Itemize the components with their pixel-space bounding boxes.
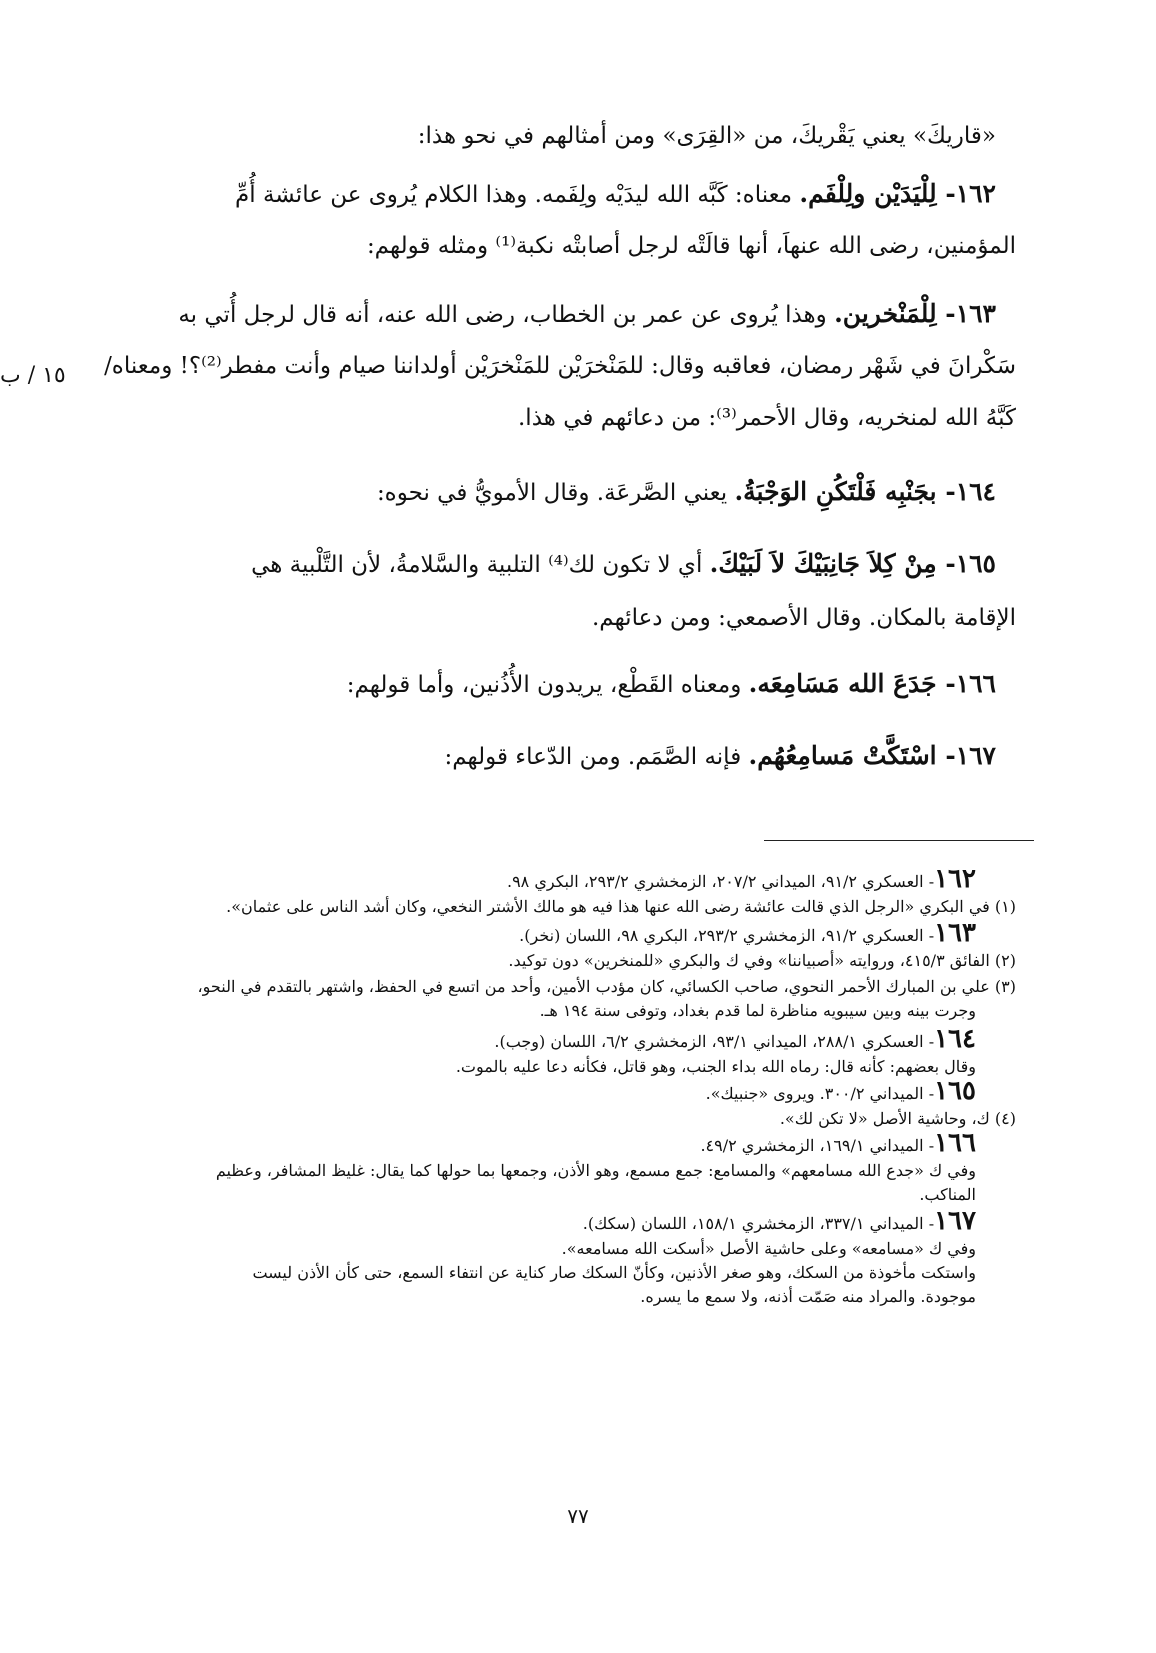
entry-heading: ١٦٥- مِنْ كِلاَ جَانِبَيْكَ لاَ لَبَيْكَ. (709, 549, 996, 578)
source-text: - الميداني ٣٠٠/٢. ويروى «جنبيك». (705, 1084, 935, 1103)
footnote-2: (٢) الفائق ٤١٥/٣، وروايته «أصبياننا» وفي ك والبكري «للمنخرين» دون توكيد. (508, 951, 1016, 970)
source-text: - الميداني ١٦٩/١، الزمخشري ٤٩/٢. (700, 1136, 935, 1155)
source-text: - الميداني ٣٣٧/١، الزمخشري ١٥٨/١، اللسان (سكك). (582, 1214, 935, 1233)
source-number: ١٦٢ (934, 864, 976, 894)
source-text: - العسكري ٢٨٨/١، الميداني ٩٣/١، الزمخشري ٦/٢، اللسان (وجب). (494, 1032, 935, 1051)
entry-heading: ١٦٦- جَدَعَ الله مَسَامِعَه. (748, 669, 996, 698)
proverb-166 (347, 664, 996, 705)
text-line: كَبَّهُ الله لمنخريه، وقال الأحمر⁽³⁾: من دعائهم في هذا. (518, 405, 1016, 431)
source-167 (582, 1206, 976, 1236)
source-number: ١٦٦ (934, 1128, 976, 1158)
proverb-164 (377, 472, 996, 513)
entry-heading: ١٦٣- لِلْمَنْخرين. (834, 299, 996, 328)
entry-heading: ١٦٧- اسْتَكَّتْ مَسامِعُهُم. (748, 741, 996, 770)
source-166-note: وفي ك «جدع الله مسامعهم» والمسامع: جمع مسمع، وهو الأذن، وجمعها بما حولها كما يقال: غليظ المشافر، وعظيم (215, 1161, 976, 1180)
source-166-note-continued: المناكب. (919, 1185, 976, 1204)
proverb-165 (251, 544, 996, 585)
source-number: ١٦٥ (934, 1076, 976, 1106)
source-164 (494, 1024, 976, 1054)
source-number: ١٦٤ (934, 1024, 976, 1054)
footnote-separator (764, 840, 1034, 841)
footnote-4: (٤) ك، وحاشية الأصل «لا تكن لك». (779, 1109, 1016, 1128)
source-164-note: وقال بعضهم: كأنه قال: رماه الله بداء الجنب، وهو قاتل، فكأنه دعا عليه بالموت. (455, 1057, 976, 1076)
source-162 (506, 864, 976, 894)
page-number: ٧٧ (567, 1504, 589, 1528)
source-163 (519, 918, 976, 948)
source-number: ١٦٣ (934, 918, 976, 948)
footnote-3: (٣) علي بن المبارك الأحمر النحوي، صاحب الكسائي، كان مؤدب الأمين، وأحد من اتسع في الحفظ، واشتهر بالتقدم في النحو، (197, 977, 1016, 996)
text-line: «قاريكَ» يعني يَقْريكَ، من «القِرَى» ومن أمثالهم في نحو هذا: (417, 123, 996, 149)
text-line: سَكْرانَ في شَهْر رمضان، فعاقبه وقال: للمَنْخرَيْن للمَنْخرَيْن أولداننا صيام وأنت مفطر⁽²⁾؟! ومعناه/ (104, 353, 1016, 379)
entry-heading: ١٦٤- بجَنْبِه فَلْتَكُنِ الوَجْبَةُ. (734, 477, 996, 506)
source-167-note: وفي ك «مسامعه» وعلى حاشية الأصل «أسكت الله مسامعه». (561, 1239, 976, 1258)
source-165 (705, 1076, 976, 1106)
source-text: - العسكري ٩١/٢، الزمخشري ٢٩٣/٢، البكري ٩٨، اللسان (نخر). (519, 926, 935, 945)
text-line: المؤمنين، رضى الله عنهاَ، أنها قالَتْه لرجل أصابتْه نكبة⁽¹⁾ ومثله قولهم: (366, 233, 1016, 259)
footnote-1: (١) في البكري «الرجل الذي قالت عائشة رضى الله عنها هذا فيه هو مالك الأشتر النخعي، وكان أشد الناس على عثمان». (226, 897, 1016, 916)
entry-text: فإنه الصَّمَم. ومن الدّعاء قولهم: (444, 744, 749, 770)
entry-text: أي لا تكون لك⁽⁴⁾ التلبية والسَّلامةُ، لأن التَّلْبية هي (251, 552, 710, 578)
proverb-167 (444, 736, 996, 777)
text-line: الإقامة بالمكان. وقال الأصمعي: ومن دعائهم. (591, 605, 1016, 631)
source-167-note-continued: واستكت مأخوذة من السكك، وهو صغر الأذنين، وكأنّ السكك صار كناية عن انتفاء السمع، حتى كأن الأذن ليست (252, 1263, 976, 1282)
source-166 (700, 1128, 976, 1158)
proverb-162 (235, 174, 996, 215)
proverb-163 (178, 294, 996, 335)
entry-text: وهذا يُروى عن عمر بن الخطاب، رضى الله عنه، أنه قال لرجل أُتي به (178, 302, 835, 328)
source-167-note-continued: موجودة. والمراد منه صَمّت أذنه، ولا سمع ما يسره. (640, 1287, 976, 1306)
folio-marker: ١٥ / ب (0, 363, 66, 388)
entry-heading: ١٦٢- لِلْيَدَيْن ولِلْفَم. (799, 179, 996, 208)
entry-text: معناه: كَبَّه الله ليدَيْه ولِفَمه. وهذا الكلام يُروى عن عائشة أُمِّ (235, 182, 800, 208)
entry-text: يعني الصَّرعَة. وقال الأمويُّ في نحوه: (376, 480, 735, 506)
entry-text: ومعناه القَطْع، يريدون الأُذُنين، وأما قولهم: (346, 672, 749, 698)
source-number: ١٦٧ (934, 1206, 976, 1236)
source-text: - العسكري ٩١/٢، الميداني ٢٠٧/٢، الزمخشري ٢٩٣/٢، البكري ٩٨. (506, 872, 935, 891)
footnote-3-continued: وجرت بينه وبين سيبويه مناظرة لما قدم بغداد، وتوفى سنة ١٩٤ هـ. (539, 1001, 976, 1020)
